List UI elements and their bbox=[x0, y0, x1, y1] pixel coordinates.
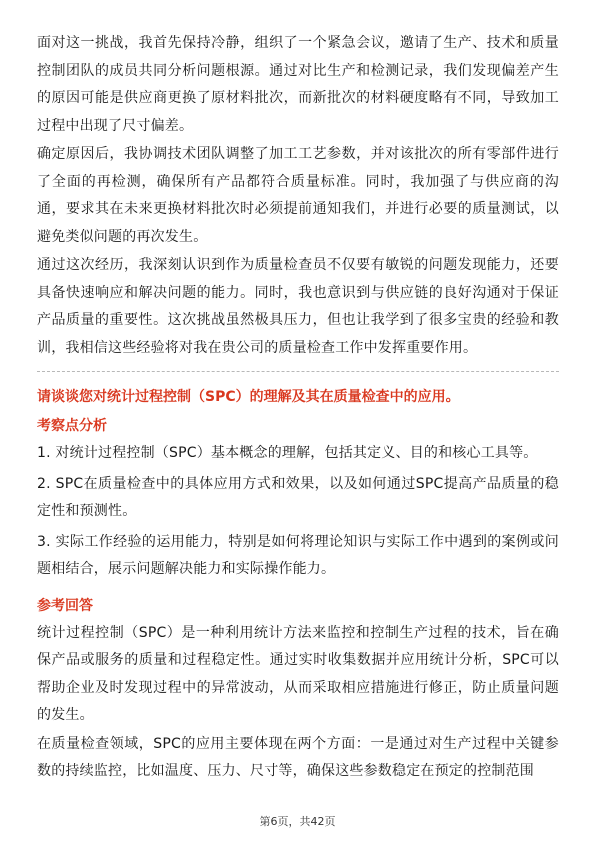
body-paragraph: 确定原因后，我协调技术团队调整了加工工艺参数，并对该批次的所有零部件进行了全面的再检测，确保所有产品都符合质量标准。同时，我加强了与供应商的沟通，要求其在未来更换材料批次时必须提前通知我们，并进行必要的质量测试，以避免类似问题的再次发生。 bbox=[37, 146, 559, 245]
body-paragraph: 面对这一挑战，我首先保持冷静，组织了一个紧急会议，邀请了生产、技术和质量控制团队的成员共同分析问题根源。通过对比生产和检测记录，我们发现偏差产生的原因可能是供应商更换了原材料批次，而新批次的材料硬度略有不同，导致加工过程中出现了尺寸偏差。 bbox=[37, 35, 559, 134]
list-item: 3. 实际工作经验的运用能力，特别是如何将理论知识与实际工作中遇到的案例或问题相结合，展示问题解决能力和实际操作能力。 bbox=[37, 533, 559, 577]
answer-heading: 参考回答 bbox=[37, 597, 93, 614]
answer-paragraph: 统计过程控制（SPC）是一种利用统计方法来监控和控制生产过程的技术，旨在确保产品或服务的质量和过程稳定性。通过实时收集数据并应用统计分析，SPC可以帮助企业及时发现过程中的异常波动，从而采取相应措施进行修正，防止质量问题的发生。 bbox=[37, 624, 559, 723]
analysis-heading: 考察点分析 bbox=[37, 418, 107, 434]
page-number: 第6页，共42页 bbox=[259, 815, 336, 828]
body-paragraph: 通过这次经历，我深刻认识到作为质量检查员不仅要有敏锐的问题发现能力，还要具备快速响应和解决问题的能力。同时，我也意识到与供应链的良好沟通对于保证产品质量的重要性。这次挑战虽然极具压力，但也让我学到了很多宝贵的经验和教训，我相信这些经验将对我在贵公司的质量检查工作中发挥重要作用。 bbox=[37, 257, 559, 356]
analysis-list bbox=[37, 440, 559, 584]
page-content bbox=[37, 30, 559, 787]
answer-paragraph: 在质量检查领域，SPC的应用主要体现在两个方面：一是通过对生产过程中关键参数的持续监控，比如温度、压力、尺寸等，确保这些参数稳定在预定的控制范围 bbox=[37, 735, 559, 779]
list-item: 2. SPC在质量检查中的具体应用方式和效果，以及如何通过SPC提高产品质量的稳定性和预测性。 bbox=[37, 475, 559, 519]
list-item: 1. 对统计过程控制（SPC）基本概念的理解，包括其定义、目的和核心工具等。 bbox=[37, 445, 538, 461]
section-divider bbox=[37, 371, 559, 372]
interview-question: 请谈谈您对统计过程控制（SPC）的理解及其在质量检查中的应用。 bbox=[37, 389, 460, 405]
